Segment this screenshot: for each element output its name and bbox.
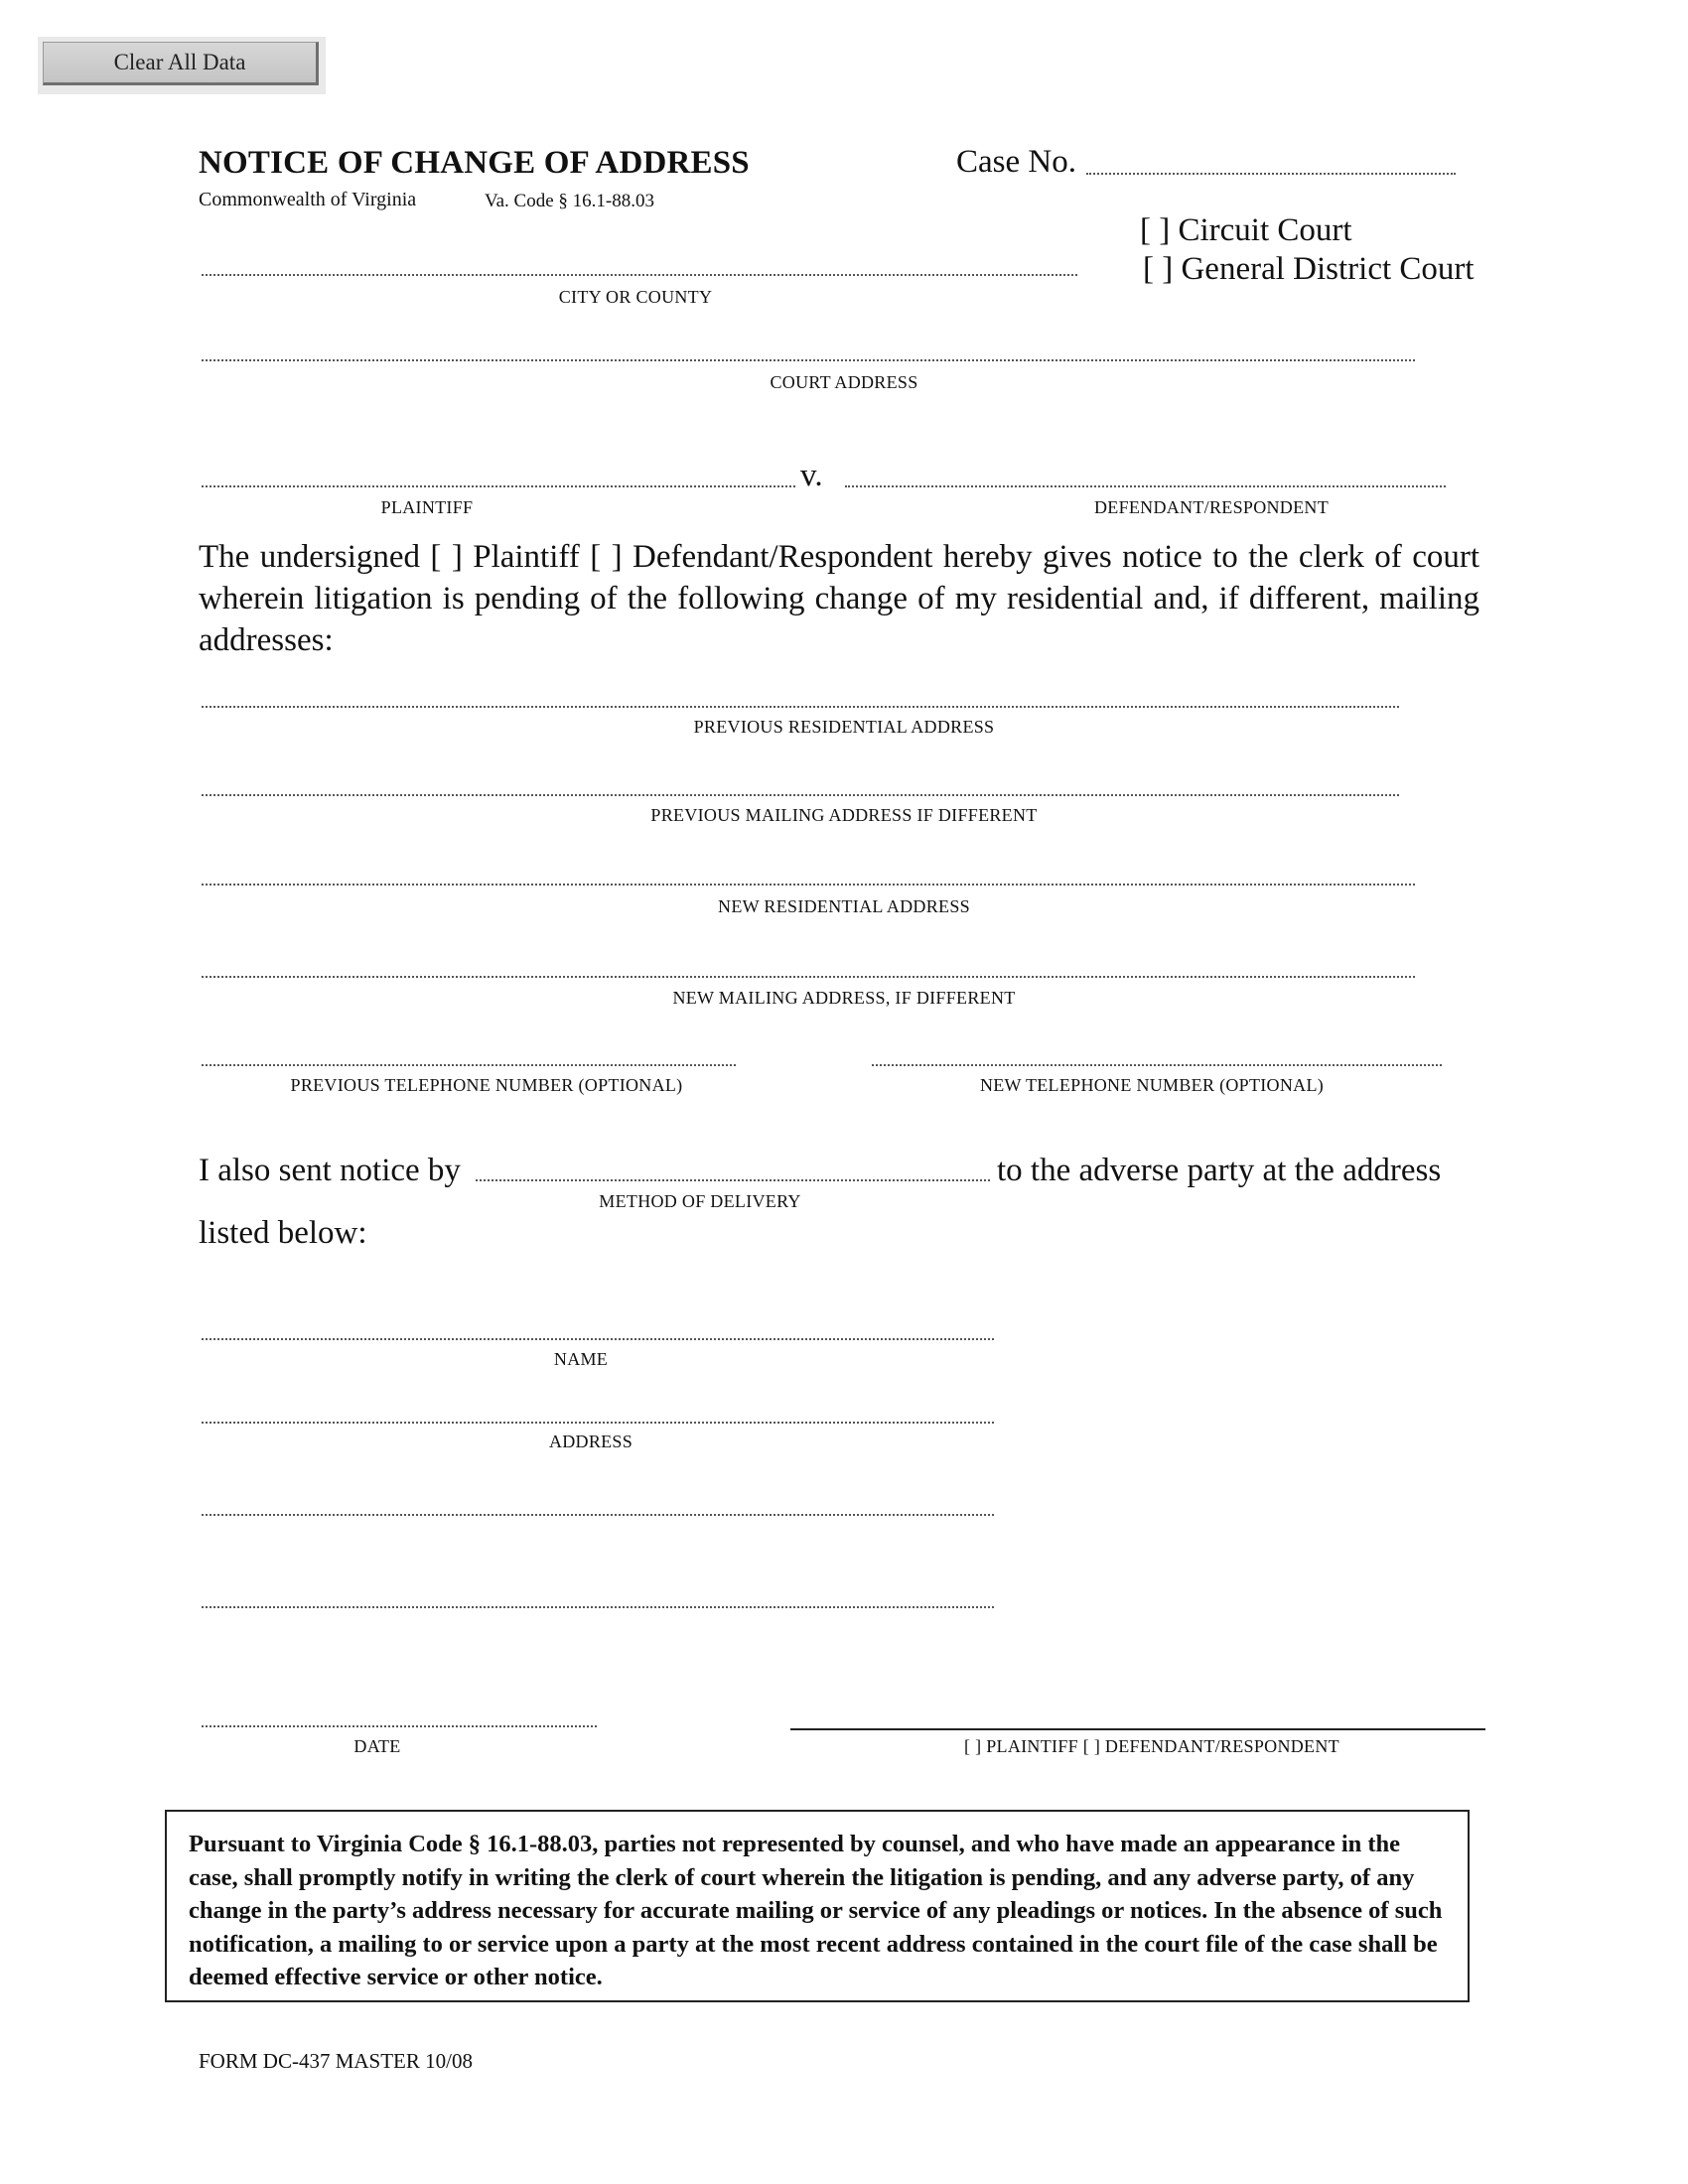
method-of-delivery-label: METHOD OF DELIVERY	[599, 1191, 801, 1211]
general-district-court-option[interactable]: [ ] General District Court	[1143, 251, 1475, 287]
city-or-county-field[interactable]	[202, 274, 1077, 276]
previous-residential-address-label: PREVIOUS RESIDENTIAL ADDRESS	[693, 717, 995, 737]
form-id: FORM DC-437 MASTER 10/08	[199, 2049, 473, 2073]
address-label: ADDRESS	[548, 1432, 633, 1451]
notice-statement: The undersigned [ ] Plaintiff [ ] Defendant/Respondent hereby gives notice to the clerk of court wherein litigation is pending of the following change of my residential and, if different, mailing addresses:	[199, 539, 1479, 658]
circuit-court-option[interactable]: [ ] Circuit Court	[1140, 212, 1352, 248]
previous-mailing-address-field[interactable]	[202, 794, 1399, 796]
new-mailing-address-label: NEW MAILING ADDRESS, IF DIFFERENT	[672, 988, 1016, 1008]
commonwealth-label: Commonwealth of Virginia	[199, 189, 417, 210]
adverse-party-address-line-1[interactable]	[202, 1422, 994, 1424]
previous-mailing-address-label: PREVIOUS MAILING ADDRESS IF DIFFERENT	[650, 805, 1038, 825]
new-telephone-field[interactable]	[872, 1064, 1442, 1066]
previous-residential-address-field[interactable]	[202, 706, 1399, 708]
plaintiff-label: PLAINTIFF	[380, 497, 474, 517]
versus-label: v.	[800, 458, 823, 493]
defendant-respondent-label: DEFENDANT/RESPONDENT	[1093, 497, 1329, 517]
code-reference: Va. Code § 16.1-88.03	[485, 191, 654, 211]
clear-button-frame	[38, 37, 326, 94]
name-label: NAME	[553, 1349, 609, 1369]
clear-all-data-button[interactable]: Clear All Data	[43, 42, 319, 85]
method-of-delivery-field[interactable]	[476, 1179, 990, 1181]
new-telephone-label: NEW TELEPHONE NUMBER (OPTIONAL)	[979, 1075, 1325, 1095]
new-residential-address-label: NEW RESIDENTIAL ADDRESS	[718, 896, 970, 916]
listed-below-label: listed below:	[199, 1215, 367, 1251]
new-mailing-address-field[interactable]	[202, 976, 1415, 978]
court-address-field[interactable]	[202, 359, 1415, 361]
previous-telephone-label: PREVIOUS TELEPHONE NUMBER (OPTIONAL)	[290, 1075, 683, 1095]
statutory-notice-text: Pursuant to Virginia Code § 16.1-88.03, parties not represented by counsel, and who have made an appearance in the case, shall promptly notify in writing the clerk of court wherein the litigation is pending, and any adverse party, of any change in the party’s address necessary for accurate mailing or service of any pleadings or notices. In the absence of such notification, a mailing to or service upon a party at the most recent address contained in the court file of the case shall be deemed effective service or other notice.	[189, 1831, 1443, 1990]
case-no-label: Case No.	[956, 144, 1076, 180]
previous-telephone-field[interactable]	[202, 1064, 736, 1066]
defendant-field[interactable]	[845, 485, 1446, 487]
sent-notice-suffix: to the adverse party at the address	[997, 1153, 1442, 1188]
case-no-field[interactable]	[1086, 173, 1456, 175]
date-field[interactable]	[202, 1725, 597, 1727]
new-residential-address-field[interactable]	[202, 884, 1415, 886]
sent-notice-prefix: I also sent notice by	[199, 1153, 461, 1188]
city-or-county-label: CITY OR COUNTY	[558, 287, 713, 307]
statutory-notice-box	[165, 1810, 1470, 2002]
adverse-party-address-line-3[interactable]	[202, 1606, 994, 1608]
plaintiff-field[interactable]	[202, 485, 795, 487]
date-label: DATE	[353, 1736, 401, 1756]
adverse-party-address-line-2[interactable]	[202, 1514, 994, 1516]
court-address-label: COURT ADDRESS	[770, 372, 918, 392]
adverse-party-name-field[interactable]	[202, 1338, 994, 1340]
form-title: NOTICE OF CHANGE OF ADDRESS	[199, 145, 750, 181]
signature-line[interactable]	[790, 1728, 1485, 1730]
signature-party-label: [ ] PLAINTIFF [ ] DEFENDANT/RESPONDENT	[964, 1736, 1339, 1756]
